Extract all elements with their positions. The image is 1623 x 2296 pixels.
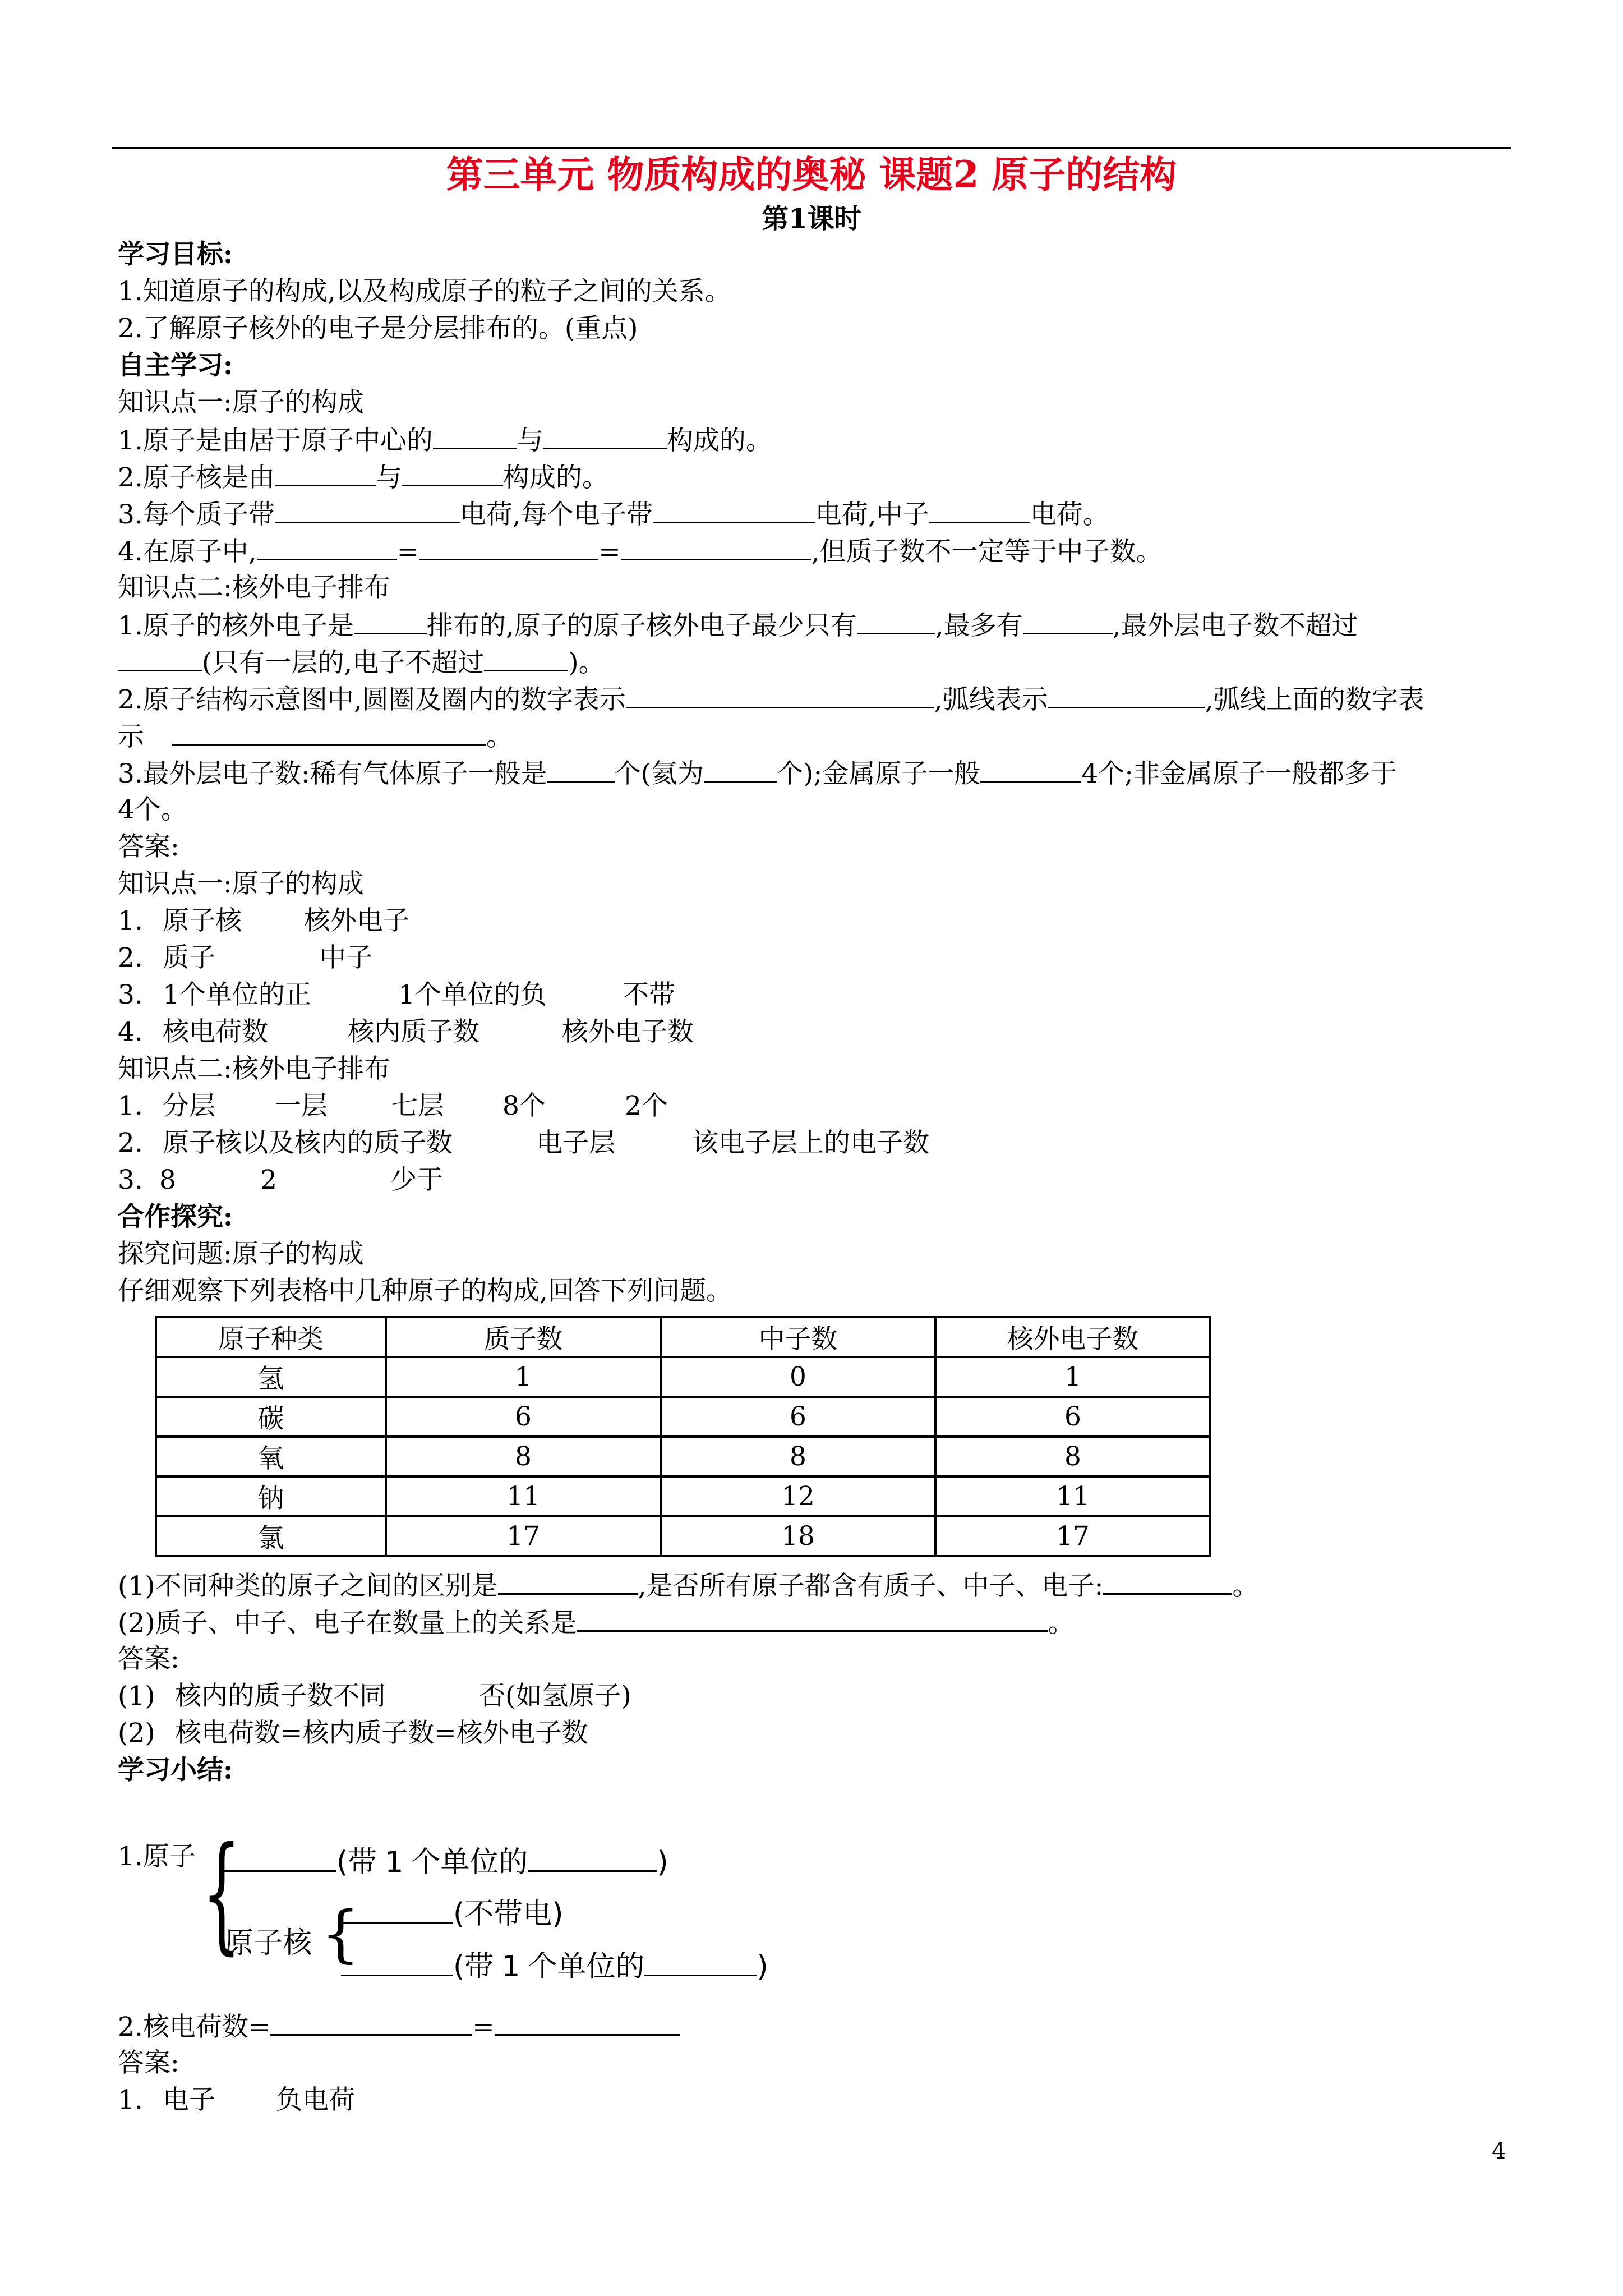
answer-blank [341,1950,453,1976]
question-line: 4.在原子中, = = ,但质子数不一定等于中子数。 [118,534,1163,569]
table-row [156,1397,1210,1437]
table-header: 核外电子数 [935,1317,1210,1357]
question-line: 4个。 [118,794,187,825]
cooperative-heading: 合作探究: [118,1202,233,1232]
answer-row: 1. 电子 负电荷 [118,2085,355,2115]
table-cell: 1 [935,1357,1210,1397]
question-line: 1.原子的核外电子是 排布的,原子的原子核外电子最少只有 ,最多有 ,最外层电子数不超过 [118,608,1358,643]
answer-blank [653,497,815,523]
table-cell: 6 [386,1397,661,1437]
answer-row: 2. 质子 中子 [118,942,372,973]
summary-proton-line: (带 1 个单位的 ) [341,1950,768,1984]
cooperative-instruction: 仔细观察下列表格中几种原子的构成,回答下列问题。 [118,1276,732,1306]
inner-brace: { [321,1898,360,1970]
answer-blank [528,1846,657,1872]
answer-blank [547,756,615,783]
summary-heading: 学习小结: [118,1755,233,1786]
answers-heading: 答案: [118,2047,179,2078]
answer-blank [275,497,460,523]
page-title: 第三单元 物质构成的奥秘 课题2 原子的结构 [446,153,1177,196]
summary-atom-label: 1.原子 [118,1841,196,1872]
answer-row: 3. 8 2 少于 [118,1165,443,1195]
answer-blank [929,497,1030,523]
answer-blank [172,719,486,746]
answer-blank [644,1950,757,1976]
kp1-title: 知识点一:原子的构成 [118,387,364,418]
objectives-heading: 学习目标: [118,239,233,270]
answer-blank [1048,682,1205,708]
answer-blank [1103,1568,1232,1595]
answer-blank [621,534,811,560]
table-cell: 钠 [156,1476,386,1516]
table-cell: 氧 [156,1437,386,1476]
answer-row: 1. 原子核 核外电子 [118,905,409,936]
header-rule [112,147,1511,149]
cooperative-topic: 探究问题:原子的构成 [118,1239,364,1269]
answer-blank [224,1846,336,1872]
self-study-heading: 自主学习: [118,350,233,381]
question-line: 2.原子核是由 与 构成的。 [118,460,608,495]
table-header: 中子数 [661,1317,935,1357]
table-cell: 6 [935,1397,1210,1437]
table-cell: 11 [935,1476,1210,1516]
answer-row: 2. 原子核以及核内的质子数 电子层 该电子层上的电子数 [118,1128,929,1158]
table-cell: 碳 [156,1397,386,1437]
page-subtitle: 第1课时 [762,203,861,234]
answers-heading: 答案: [118,1644,179,1674]
outer-brace: { [202,1819,241,1967]
question-line: 3.最外层电子数:稀有气体原子一般是 个(氦为 个);金属原子一般 4个;非金属原子一般都多于 [118,756,1397,791]
table-cell: 8 [935,1437,1210,1476]
table-cell: 17 [935,1516,1210,1556]
table-cell: 8 [661,1437,935,1476]
answer-row: 3. 1个单位的正 1个单位的负 不带 [118,979,675,1010]
question-line: 示 。 [118,719,513,754]
answer-blank [270,2009,472,2036]
table-cell: 12 [661,1476,935,1516]
summary-neutron-line: (不带电) [341,1897,564,1931]
table-row [156,1357,1210,1397]
summary-electron-line: (带 1 个单位的 ) [224,1846,668,1879]
kp2-title: 知识点二:核外电子排布 [118,572,390,603]
answer-blank [257,534,397,560]
answer-blank [577,1605,1048,1632]
table-header: 质子数 [386,1317,661,1357]
table-cell: 氯 [156,1516,386,1556]
answers-heading: 答案: [118,831,179,862]
answer-blank [275,460,376,486]
answer-blank [118,645,202,671]
answer-blank [419,534,598,560]
table-cell: 8 [386,1437,661,1476]
answer-blank [704,756,777,783]
answer-blank [341,1897,453,1924]
question-line: 2.核电荷数= = [118,2009,680,2044]
answer-blank [543,423,667,449]
table-cell: 18 [661,1516,935,1556]
answer-blank [1023,608,1113,634]
page-number: 4 [1492,2138,1506,2164]
table-row [156,1516,1210,1556]
table-cell: 17 [386,1516,661,1556]
question-line: (1)不同种类的原子之间的区别是 ,是否所有原子都含有质子、中子、电子: 。 [118,1568,1258,1603]
question-line: 3.每个质子带 电荷,每个电子带 电荷,中子 电荷。 [118,497,1109,532]
answer-blank [498,1568,638,1595]
question-line: (只有一层的,电子不超过 )。 [118,645,605,680]
answers-kp1-title: 知识点一:原子的构成 [118,868,364,899]
answer-blank [626,682,934,708]
question-line: 2.原子结构示意图中,圆圈及圈内的数字表示 ,弧线表示 ,弧线上面的数字表 [118,682,1424,717]
answer-row: (1) 核内的质子数不同 否(如氢原子) [118,1681,631,1711]
table-row [156,1476,1210,1516]
table-cell: 1 [386,1357,661,1397]
table-header-row [156,1317,1210,1357]
question-line: (2)质子、中子、电子在数量上的关系是 。 [118,1605,1075,1640]
table-cell: 氢 [156,1357,386,1397]
table-cell: 6 [661,1397,935,1437]
answer-row: 1. 分层 一层 七层 8个 2个 [118,1091,668,1121]
answer-row: (2) 核电荷数=核内质子数=核外电子数 [118,1718,588,1749]
answer-row: 4. 核电荷数 核内质子数 核外电子数 [118,1016,694,1047]
answer-blank [495,2009,680,2036]
table-cell: 0 [661,1357,935,1397]
objective-item: 1.知道原子的构成,以及构成原子的粒子之间的关系。 [118,276,731,307]
answers-kp2-title: 知识点二:核外电子排布 [118,1053,390,1084]
table-header: 原子种类 [156,1317,386,1357]
answer-blank [354,608,427,634]
answer-blank [433,423,517,449]
answer-blank [857,608,935,634]
question-line: 1.原子是由居于原子中心的 与 构成的。 [118,423,772,458]
objective-item: 2.了解原子核外的电子是分层排布的。(重点) [118,313,638,344]
answer-blank [402,460,503,486]
atom-composition-table [155,1316,1211,1557]
table-cell: 11 [386,1476,661,1516]
answer-blank [980,756,1081,783]
summary-nucleus-label: 原子核 [224,1926,312,1960]
answer-blank [484,645,568,671]
table-row [156,1437,1210,1476]
